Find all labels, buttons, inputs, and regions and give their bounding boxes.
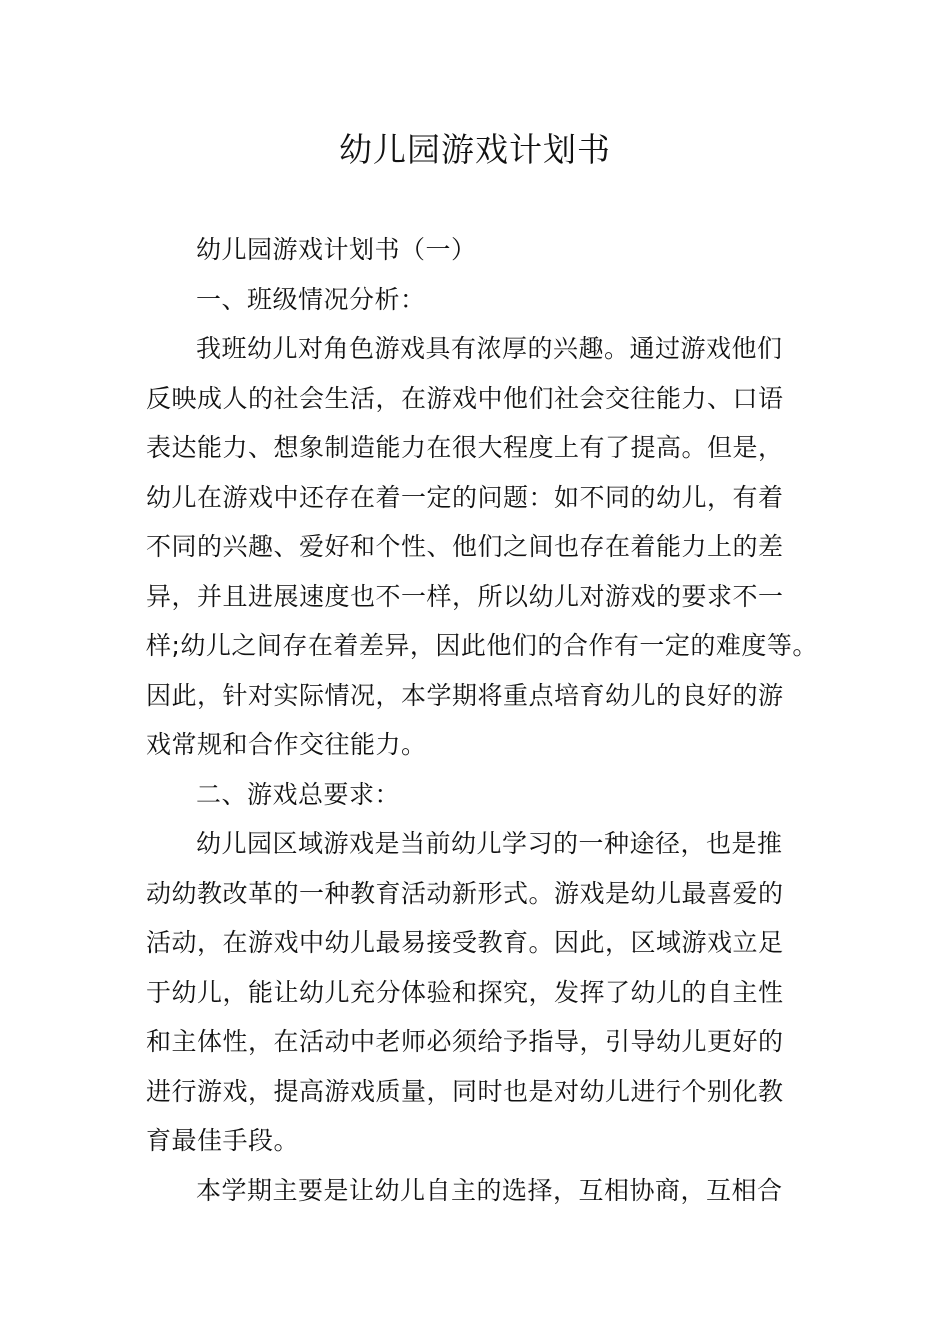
document-title: 幼儿园游戏计划书 [339,130,611,169]
body-line: 幼儿在游戏中还存在着一定的问题：如不同的幼儿，有着 [146,482,784,512]
body-line: 戏常规和合作交往能力。 [146,730,427,759]
body-line: 表达能力、想象制造能力在很大程度上有了提高。但是， [146,433,784,462]
body-line: 本学期主要是让幼儿自主的选择，互相协商，互相合 [196,1175,783,1205]
body-line: 一、班级情况分析： [196,284,426,314]
body-line: 动幼教改革的一种教育活动新形式。游戏是幼儿最喜爱的 [146,878,784,908]
body-line: 我班幼儿对角色游戏具有浓厚的兴趣。通过游戏他们 [196,334,783,363]
body-line: 于幼儿，能让幼儿充分体验和探究，发挥了幼儿的自主性 [146,977,784,1007]
body-line: 幼儿园游戏计划书（一） [196,235,477,264]
body-line: 幼儿园区域游戏是当前幼儿学习的一种途径，也是推 [196,829,783,858]
body-line: 育最佳手段。 [146,1126,300,1155]
body-line: 不同的兴趣、爱好和个性、他们之间也存在着能力上的差 [146,532,784,561]
body-line: 反映成人的社会生活，在游戏中他们社会交往能力、口语 [146,383,784,413]
document-body [146,225,836,1215]
body-line: 活动，在游戏中幼儿最易接受教育。因此，区域游戏立足 [146,928,784,957]
body-line: 样;幼儿之间存在着差异，因此他们的合作有一定的难度等。 [146,631,818,660]
body-line: 二、游戏总要求： [196,779,401,809]
body-line: 异，并且进展速度也不一样，所以幼儿对游戏的要求不一 [146,581,784,611]
body-line: 进行游戏，提高游戏质量，同时也是对幼儿进行个别化教 [146,1076,784,1106]
body-line: 因此，针对实际情况，本学期将重点培育幼儿的良好的游 [146,680,784,710]
body-line: 和主体性，在活动中老师必须给予指导，引导幼儿更好的 [146,1027,784,1056]
